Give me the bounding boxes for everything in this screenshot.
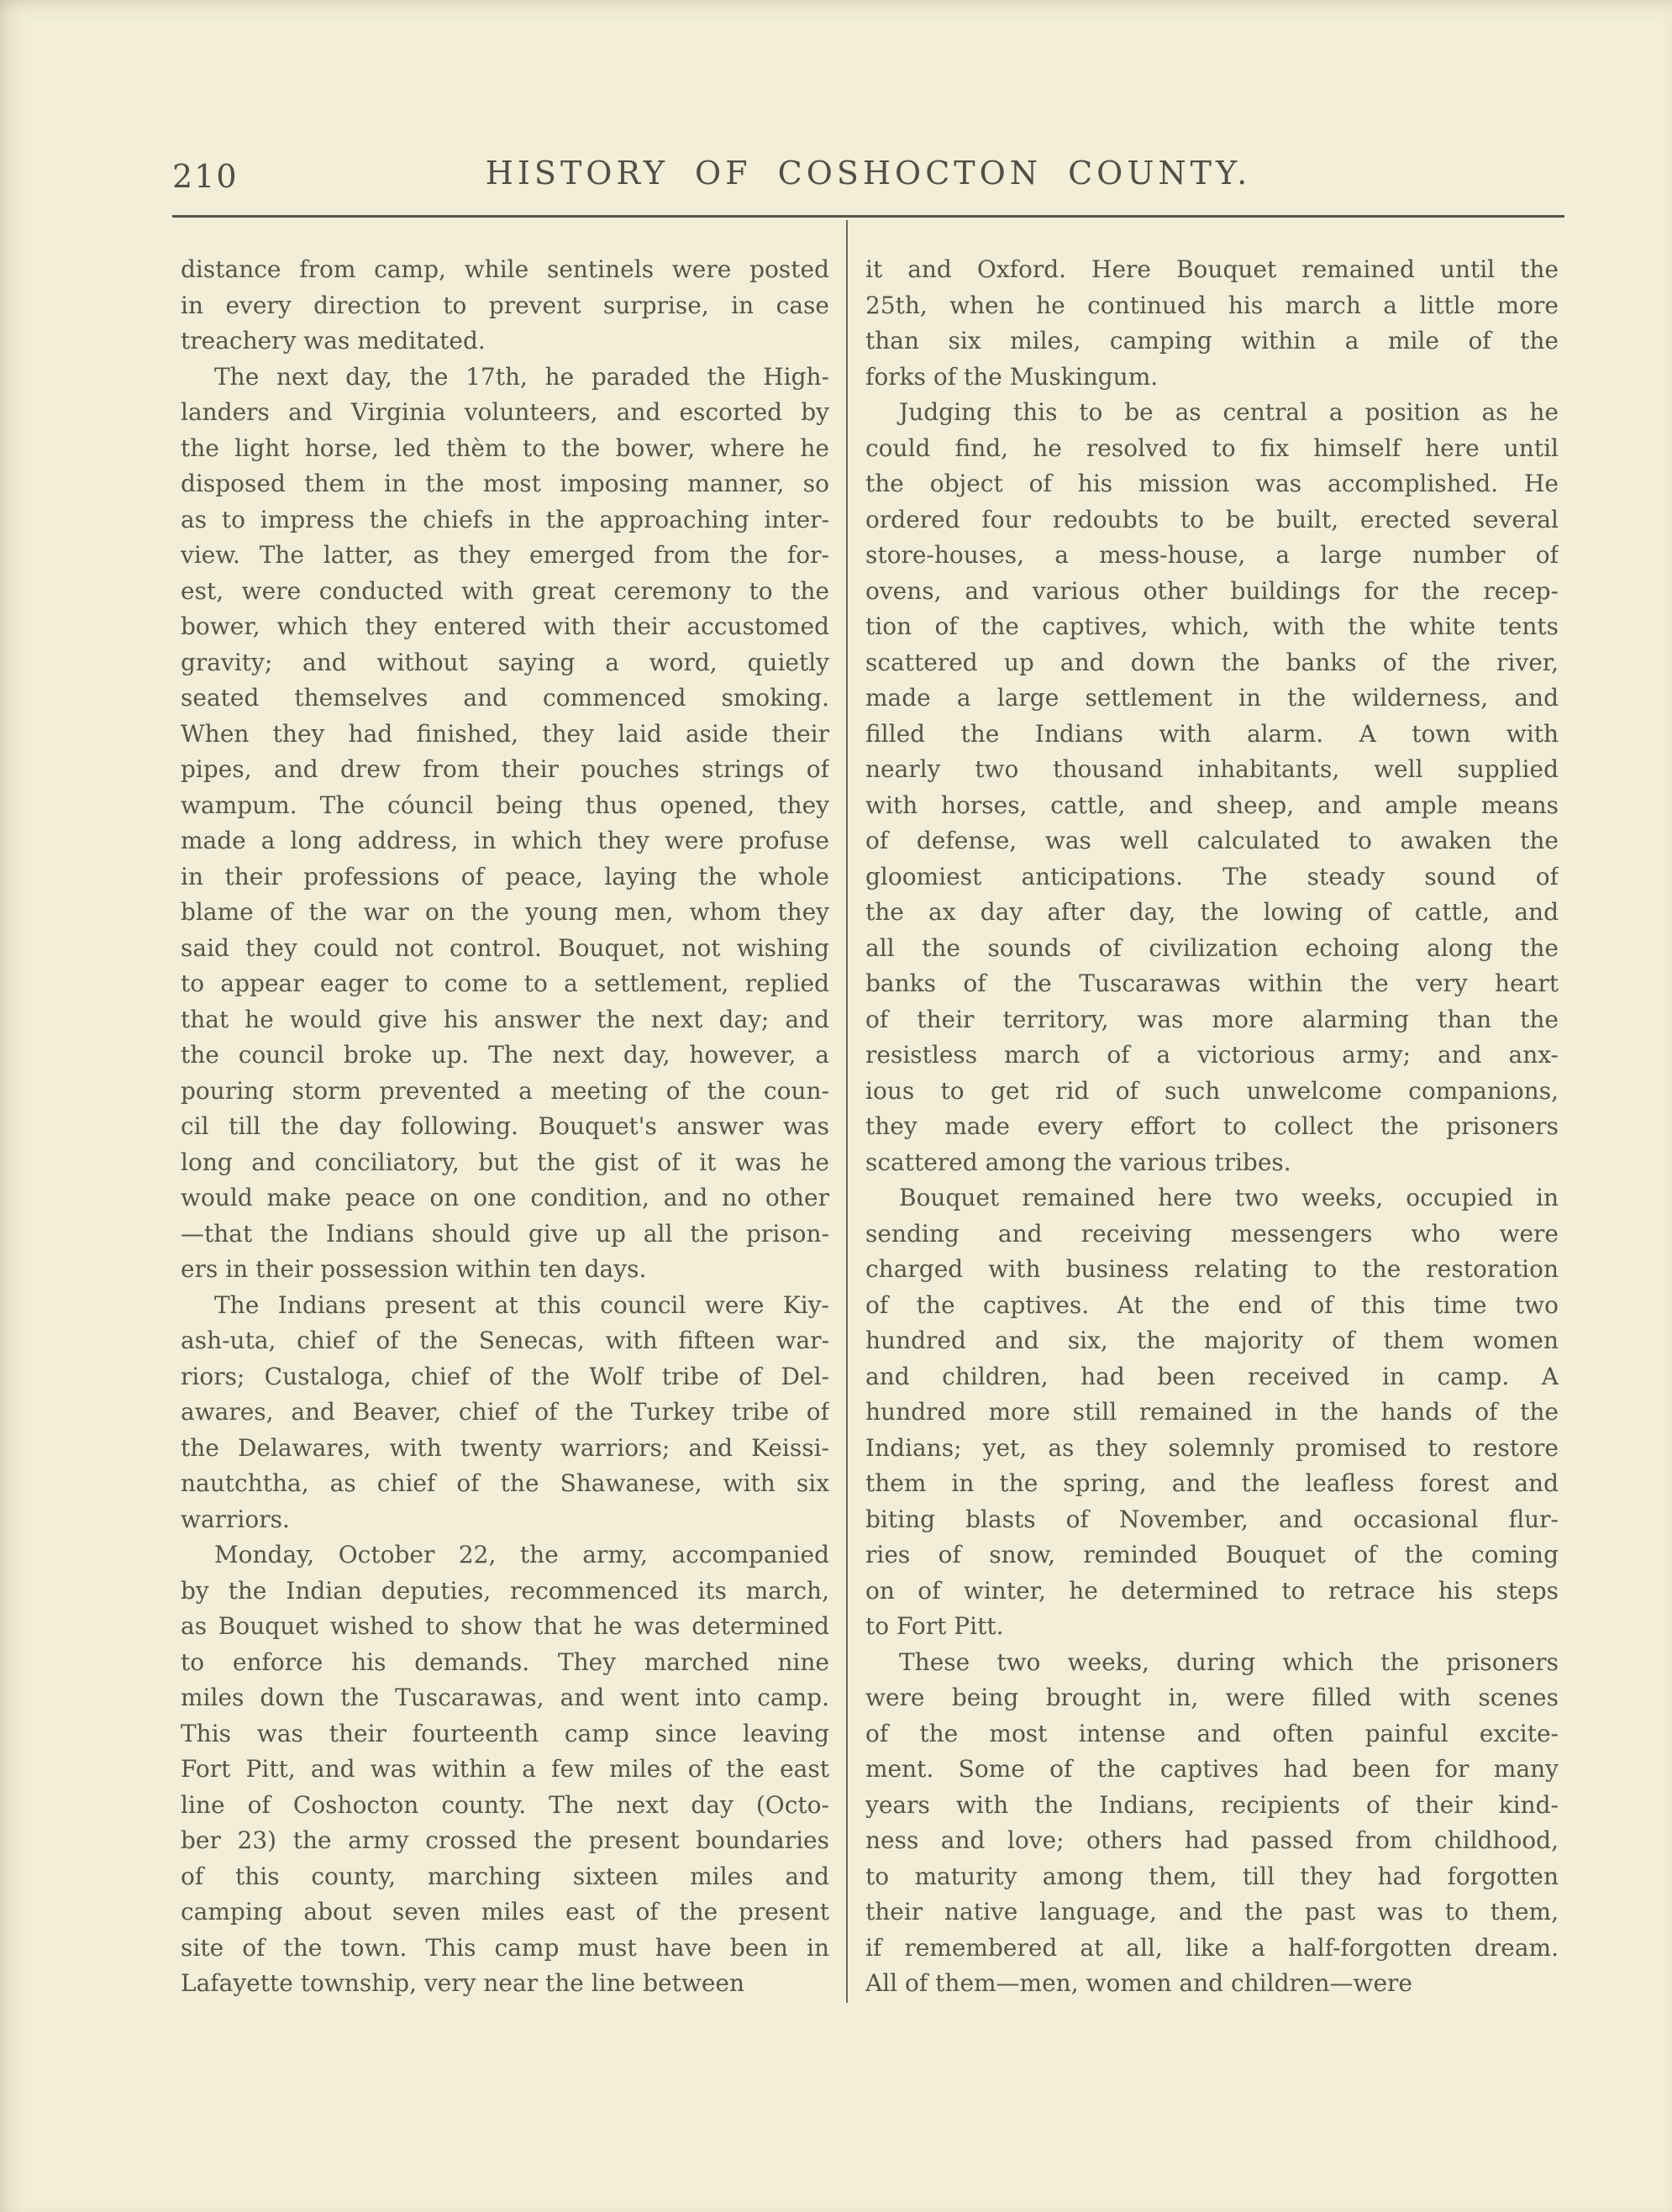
text-line: site of the town. This camp must have been in	[181, 1933, 829, 1962]
column-divider-rule	[846, 220, 848, 2003]
text-line: the light horse, led thèm to the bower, where he	[181, 433, 829, 462]
text-line: with horses, cattle, and sheep, and ample means	[865, 791, 1559, 819]
text-line: forks of the Muskingum.	[865, 362, 1159, 391]
text-line: the council broke up. The next day, however, a	[181, 1041, 829, 1069]
text-line: When they had finished, they laid aside their	[181, 719, 829, 748]
text-line: est, were conducted with great ceremony to the	[181, 576, 829, 605]
text-line: sending and receiving messengers who were	[865, 1219, 1559, 1248]
text-line: biting blasts of November, and occasional flur-	[865, 1505, 1559, 1533]
text-line: hundred and six, the majority of them women	[865, 1327, 1559, 1354]
text-line: Lafayette township, very near the line between	[181, 1969, 745, 1997]
text-line: Monday, October 22, the army, accompanied	[214, 1541, 829, 1568]
text-line: scattered among the various tribes.	[865, 1148, 1291, 1176]
text-line: pouring storm prevented a meeting of the coun-	[181, 1076, 829, 1105]
text-line: ordered four redoubts to be built, erected several	[865, 505, 1559, 533]
text-line: warriors.	[181, 1505, 290, 1533]
text-line: of the most intense and often painful excite-	[865, 1719, 1559, 1747]
text-line: by the Indian deputies, recommenced its march,	[181, 1576, 829, 1605]
text-line: disposed them in the most imposing manner, so	[181, 470, 829, 497]
text-line: banks of the Tuscarawas within the very heart	[865, 969, 1559, 997]
text-line: resistless march of a victorious army; and anx-	[865, 1041, 1559, 1069]
left-text-column	[181, 252, 829, 2002]
text-line: filled the Indians with alarm. A town with	[865, 719, 1559, 748]
text-line: their native language, and the past was to them,	[865, 1898, 1559, 1926]
text-line: said they could not control. Bouquet, not wishing	[181, 933, 829, 962]
text-line: them in the spring, and the leafless forest and	[865, 1469, 1559, 1497]
text-line: that he would give his answer the next day; and	[181, 1005, 829, 1033]
text-line: Fort Pitt, and was within a few miles of the east	[181, 1755, 829, 1783]
text-line: of this county, marching sixteen miles and	[181, 1862, 829, 1890]
text-line: These two weeks, during which the prisoners	[899, 1647, 1559, 1676]
text-line: tion of the captives, which, with the white tents	[865, 612, 1559, 640]
text-line: gloomiest anticipations. The steady sound of	[865, 862, 1559, 891]
right-text-column	[865, 252, 1559, 2002]
text-line: in every direction to prevent surprise, in case	[181, 291, 829, 319]
page-number: 210	[172, 158, 239, 195]
text-line: to Fort Pitt.	[865, 1612, 1004, 1640]
text-line: long and conciliatory, but the gist of it was he	[181, 1148, 829, 1176]
text-line: to enforce his demands. They marched nine	[181, 1647, 829, 1676]
text-line: years with the Indians, recipients of their kind-	[865, 1790, 1559, 1819]
text-line: pipes, and drew from their pouches strings of	[181, 755, 829, 783]
text-line: ers in their possession within ten days.	[181, 1255, 647, 1283]
text-line: ovens, and various other buildings for the recep-	[865, 576, 1559, 605]
text-line: than six miles, camping within a mile of the	[865, 327, 1559, 355]
text-line: ment. Some of the captives had been for many	[865, 1755, 1559, 1783]
text-line: gravity; and without saying a word, quietly	[181, 648, 829, 676]
text-line: view. The latter, as they emerged from the for-	[181, 541, 829, 569]
text-line: it and Oxford. Here Bouquet remained until the	[865, 255, 1559, 283]
text-line: 25th, when he continued his march a little more	[865, 291, 1559, 319]
running-header-title: HISTORY OF COSHOCTON COUNTY.	[485, 155, 1252, 192]
text-line: as Bouquet wished to show that he was determined	[181, 1612, 829, 1640]
text-line: of the captives. At the end of this time two	[865, 1290, 1559, 1319]
text-line: line of Coshocton county. The next day (Octo-	[181, 1790, 829, 1819]
text-line: made a large settlement in the wilderness, and	[865, 684, 1559, 712]
text-line: seated themselves and commenced smoking.	[181, 684, 829, 712]
text-line: in their professions of peace, laying the whole	[181, 862, 829, 891]
text-line: on of winter, he determined to retrace his steps	[865, 1576, 1559, 1605]
text-line: ness and love; others had passed from childhood,	[865, 1826, 1559, 1854]
text-line: wampum. The cóuncil being thus opened, they	[181, 791, 829, 819]
text-line: This was their fourteenth camp since leaving	[181, 1719, 829, 1747]
text-line: treachery was meditated.	[181, 327, 486, 355]
text-line: cil till the day following. Bouquet's answer was	[181, 1112, 829, 1140]
text-line: landers and Virginia volunteers, and escorted by	[181, 398, 829, 426]
text-line: hundred more still remained in the hands of the	[865, 1398, 1559, 1426]
text-line: ash-uta, chief of the Senecas, with fifteen war-	[181, 1327, 829, 1354]
text-line: could find, he resolved to fix himself here until	[865, 433, 1559, 462]
text-line: made a long address, in which they were profuse	[181, 827, 829, 854]
text-line: to appear eager to come to a settlement, replied	[181, 969, 829, 997]
text-line: store-houses, a mess-house, a large number of	[865, 541, 1559, 569]
text-line: would make peace on one condition, and no other	[181, 1184, 829, 1211]
text-line: to maturity among them, till they had forgotten	[865, 1862, 1559, 1890]
text-line: Indians; yet, as they solemnly promised to restore	[865, 1433, 1559, 1462]
text-line: if remembered at all, like a half-forgotten dream.	[865, 1933, 1559, 1962]
text-line: Judging this to be as central a position as he	[899, 398, 1559, 426]
text-line: bower, which they entered with their accustomed	[181, 612, 829, 640]
text-line: The Indians present at this council were Kiy-	[214, 1290, 829, 1319]
text-line: miles down the Tuscarawas, and went into camp.	[181, 1684, 829, 1711]
text-line: the Delawares, with twenty warriors; and Keissi-	[181, 1433, 829, 1462]
text-line: the ax day after day, the lowing of cattle, and	[865, 898, 1559, 926]
text-line: charged with business relating to the restoration	[865, 1255, 1559, 1283]
text-line: All of them—men, women and children—were	[865, 1969, 1412, 1997]
text-line: ber 23) the army crossed the present boundaries	[181, 1826, 829, 1854]
text-line: nautchtha, as chief of the Shawanese, with six	[181, 1469, 829, 1497]
text-line: —that the Indians should give up all the prison-	[181, 1219, 829, 1248]
text-line: all the sounds of civilization echoing along the	[865, 933, 1559, 962]
text-line: and children, had been received in camp. A	[865, 1362, 1559, 1390]
header-rule	[172, 215, 1564, 218]
text-line: scattered up and down the banks of the river,	[865, 648, 1559, 676]
text-line: Bouquet remained here two weeks, occupied in	[899, 1184, 1559, 1211]
text-line: The next day, the 17th, he paraded the High-	[214, 362, 829, 391]
text-line: the object of his mission was accomplished. He	[865, 470, 1559, 497]
text-line: camping about seven miles east of the present	[181, 1898, 829, 1926]
text-line: they made every effort to collect the prisoners	[865, 1112, 1559, 1140]
text-line: ious to get rid of such unwelcome companions,	[865, 1076, 1559, 1105]
text-line: were being brought in, were filled with scenes	[865, 1684, 1559, 1711]
text-line: nearly two thousand inhabitants, well supplied	[865, 755, 1559, 783]
text-line: of defense, was well calculated to awaken the	[865, 827, 1559, 854]
text-line: awares, and Beaver, chief of the Turkey tribe of	[181, 1398, 829, 1426]
text-line: as to impress the chiefs in the approaching inter-	[181, 505, 829, 533]
text-line: distance from camp, while sentinels were posted	[181, 255, 829, 283]
text-line: riors; Custaloga, chief of the Wolf tribe of Del-	[181, 1362, 829, 1390]
text-line: blame of the war on the young men, whom they	[181, 898, 829, 926]
text-line: ries of snow, reminded Bouquet of the coming	[865, 1541, 1559, 1568]
text-line: of their territory, was more alarming than the	[865, 1005, 1559, 1033]
